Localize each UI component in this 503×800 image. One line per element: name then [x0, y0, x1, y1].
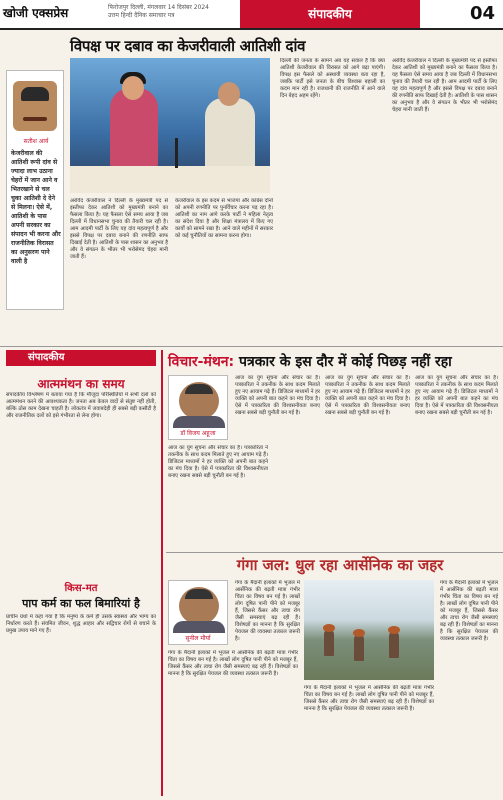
opinion-col-3-text: आज का युग सूचना और संचार का है। पत्रकारिता ने तकनीक के साथ कदम मिलाते हुए नए आयाम गढ़े हैं। डिजिटल माध्यमों ने हर व्यक्ति को अपनी बात कहने का मंच दिया है। ऐसे में पत्रकारिता की विश्वसनीयता बनाए रखना सबसे बड़ी चुनौती बन गई है।	[325, 375, 410, 416]
photo-figure	[389, 632, 399, 658]
feature-author-photo	[168, 580, 228, 645]
column-rule	[161, 350, 163, 796]
photo-person-left	[110, 88, 158, 168]
section-divider	[0, 346, 503, 347]
photo-head-right	[218, 82, 240, 106]
feature-col-2-text: गंगा के मैदानी इलाकों में भूजल में आर्सेनिक की बढ़ती मात्रा गंभीर चिंता का विषय बन गई है। लाखों लोग दूषित पानी पीने को मजबूर हैं, जिससे कैंसर और त्वचा रोग जैसी समस्याएं बढ़ रही हैं। विशेषज्ञों का मानना है कि सुरक्षित पेयजल की व्यवस्था तत्काल जरूरी है।	[235, 580, 300, 642]
water-pot-icon	[353, 629, 365, 637]
top-story-col-2	[175, 198, 273, 343]
opinion-col-1-text: आज का युग सूचना और संचार का है। पत्रकारिता ने तकनीक के साथ कदम मिलाते हुए नए आयाम गढ़े हैं। डिजिटल माध्यमों ने हर व्यक्ति को अपनी बात कहने का मंच दिया है। ऐसे में पत्रकारिता की विश्वसनीयता बनाए रखना सबसे बड़ी चुनौती बन गई है।	[168, 445, 268, 479]
top-story-photo	[70, 58, 270, 193]
opinion-headline	[168, 352, 498, 371]
feature-col-1	[168, 650, 298, 795]
author-face	[179, 382, 219, 420]
microphone-icon	[175, 138, 178, 168]
top-story-col-4-text: अरविंद केजरीवाल ने दिल्ली के मुख्यमंत्री पद से इस्तीफा देकर आतिशी को मुख्यमंत्री बनाने का फैसला किया है। यह फैसला ऐसे समय आया है जब दिल्ली में विधानसभा चुनाव की तैयारी चल रही है। आम आदमी पार्टी के लिए यह दांव महत्वपूर्ण है और इससे विपक्ष पर दबाव बनाने की रणनीति साफ दिखाई देती है। आतिशी के पास शासन का अनुभव है और वे संगठन के भीतर भी भरोसेमंद चेहरा मानी जाती हैं।	[392, 58, 497, 113]
box-title: पाप कर्म का फल बिमारियां है	[22, 597, 140, 610]
cartoon-quote: केजरीवाल की आतिशी रूपी दांव से ज्यादा लाभ उठाना चेहरों में जान आने व भितरखाने से चल चुका आतिशी दे देने से मिलना। ऐसे में, आतिशी के पास अपनी सरकार का संपादन भी करना और राजनीतिक विरासत का अनुसरण पाने वाली है	[11, 150, 61, 265]
editorial-body-text: संपादकीय विश्लेषण में बताया गया है कि मौजूदा परिस्थितियों में सभी दलों को आत्ममंथन करने की आवश्यकता है। जनता अब केवल वादों से संतुष्ट नहीं होती, बल्कि ठोस काम देखना चाहती है। लोकतंत्र में जवाबदेही ही सबसे बड़ी कसौटी है और राजनीतिक दलों को इसे गंभीरता से लेना होगा।	[6, 392, 156, 419]
feature-col-4-text: गंगा के मैदानी इलाकों में भूजल में आर्सेनिक की बढ़ती मात्रा गंभीर चिंता का विषय बन गई है। लाखों लोग दूषित पानी पीने को मजबूर हैं, जिससे कैंसर और त्वचा रोग जैसी समस्याएं बढ़ रही हैं। विशेषज्ञों का मानना है कि सुरक्षित पेयजल की व्यवस्था तत्काल जरूरी है।	[440, 580, 498, 642]
page-number: 04	[469, 3, 495, 24]
opinion-label: विचार-मंथन:	[168, 354, 235, 370]
photo-table	[70, 166, 270, 193]
top-story-col-4	[392, 58, 497, 343]
water-pot-icon	[388, 626, 400, 634]
dateline-text: फिरोजपुर दिल्ली, मंगलवार 14 दिसंबर 2024	[108, 4, 209, 11]
opinion-headline-text: पत्रकार के इस दौर में कोई पिछड़ नहीं रहा	[239, 354, 452, 370]
photo-figure	[354, 635, 364, 661]
box-body	[6, 614, 156, 794]
feature-author-name: सुनील मौर्या	[185, 635, 211, 642]
opinion-col-2	[235, 375, 320, 550]
feature-divider	[166, 552, 503, 553]
subline-text: उत्तम हिन्दी दैनिक समाचार पत्र	[108, 12, 175, 19]
feature-photo-river	[304, 580, 434, 680]
top-story-col-3	[280, 58, 385, 343]
feature-author-body	[173, 621, 225, 633]
water-pot-icon	[323, 624, 335, 632]
opinion-author-name: डॉ विजय अहूजा	[180, 430, 216, 437]
feature-headline: गंगा जल: धुल रहा आर्सेनिक का जहर	[236, 556, 444, 574]
photo-figure	[324, 630, 334, 656]
editorial-title: आत्ममंथन का समय	[37, 377, 125, 391]
top-story-col-3-text: दिल्ली की जनता के सामने अब यह सवाल है कि क्या आतिशी केजरीवाल की विरासत को आगे बढ़ा पाएंगी। विपक्ष इस फैसले को अस्थायी व्यवस्था बता रहा है, जबकि पार्टी इसे जनता के बीच विश्वास बहाली का कदम मान रही है। राजधानी की राजनीति में आने वाले दिन बेहद अहम रहेंगे।	[280, 58, 385, 99]
feature-col-2	[235, 580, 300, 648]
cartoonist-name: सतीश आर्य	[23, 138, 49, 145]
top-story-col-2-text: केजरीवाल के इस कदम से भाजपा और कांग्रेस दोनों को अपनी रणनीति पर पुनर्विचार करना पड़ रहा है। आतिशी का नाम आगे करके पार्टी ने महिला नेतृत्व का संदेश दिया है और शिक्षा मंत्रालय में किए गए कार्यों को सामने रखा है। आने वाले महीनों में सरकार को कई चुनौतियों का सामना करना होगा।	[175, 198, 273, 239]
feature-col-3-text: गंगा के मैदानी इलाकों में भूजल में आर्सेनिक की बढ़ती मात्रा गंभीर चिंता का विषय बन गई है। लाखों लोग दूषित पानी पीने को मजबूर हैं, जिससे कैंसर और त्वचा रोग जैसी समस्याएं बढ़ रही हैं। विशेषज्ञों का मानना है कि सुरक्षित पेयजल की व्यवस्था तत्काल जरूरी है।	[304, 685, 434, 712]
cartoon-panel	[6, 70, 64, 310]
feature-col-3	[304, 685, 434, 795]
top-story-col-1	[70, 198, 168, 343]
section-tab: संपादकीय	[240, 0, 420, 28]
cartoonist-portrait	[13, 81, 57, 131]
opinion-col-4	[415, 375, 498, 550]
feature-author-face	[179, 587, 219, 625]
author-body	[173, 416, 225, 428]
dateline	[108, 4, 228, 20]
newspaper-logo: खोजी एक्सप्रेस	[3, 6, 69, 20]
masthead	[0, 0, 503, 30]
top-story-headline: विपक्ष पर दबाव का केजरीवाली आतिशी दांव	[70, 37, 306, 55]
box-label: किस-मत	[64, 583, 98, 594]
opinion-col-3	[325, 375, 410, 550]
editorial-body	[6, 392, 156, 572]
editorial-section-bar: संपादकीय	[6, 350, 156, 366]
opinion-col-2-text: आज का युग सूचना और संचार का है। पत्रकारिता ने तकनीक के साथ कदम मिलाते हुए नए आयाम गढ़े हैं। डिजिटल माध्यमों ने हर व्यक्ति को अपनी बात कहने का मंच दिया है। ऐसे में पत्रकारिता की विश्वसनीयता बनाए रखना सबसे बड़ी चुनौती बन गई है।	[235, 375, 320, 416]
opinion-col-4-text: आज का युग सूचना और संचार का है। पत्रकारिता ने तकनीक के साथ कदम मिलाते हुए नए आयाम गढ़े हैं। डिजिटल माध्यमों ने हर व्यक्ति को अपनी बात कहने का मंच दिया है। ऐसे में पत्रकारिता की विश्वसनीयता बनाए रखना सबसे बड़ी चुनौती बन गई है।	[415, 375, 498, 416]
box-body-text: प्राचीन ग्रंथों में कहा गया है कि मनुष्य के कर्म ही उसके स्वास्थ्य और भाग्य का निर्धारण करते हैं। संयमित जीवन, शुद्ध आहार और सद्विचार रोगों से बचाने के प्रमुख उपाय माने गए हैं।	[6, 614, 156, 634]
photo-head-left	[122, 76, 144, 100]
feature-col-1-text: गंगा के मैदानी इलाकों में भूजल में आर्सेनिक की बढ़ती मात्रा गंभीर चिंता का विषय बन गई है। लाखों लोग दूषित पानी पीने को मजबूर हैं, जिससे कैंसर और त्वचा रोग जैसी समस्याएं बढ़ रही हैं। विशेषज्ञों का मानना है कि सुरक्षित पेयजल की व्यवस्था तत्काल जरूरी है।	[168, 650, 298, 677]
top-story-col-1-text: अरविंद केजरीवाल ने दिल्ली के मुख्यमंत्री पद से इस्तीफा देकर आतिशी को मुख्यमंत्री बनाने का फैसला किया है। यह फैसला ऐसे समय आया है जब दिल्ली में विधानसभा चुनाव की तैयारी चल रही है। आम आदमी पार्टी के लिए यह दांव महत्वपूर्ण है और इससे विपक्ष पर दबाव बनाने की रणनीति साफ दिखाई देती है। आतिशी के पास शासन का अनुभव है और वे संगठन के भीतर भी भरोसेमंद चेहरा मानी जाती हैं।	[70, 198, 168, 260]
feature-col-4	[440, 580, 498, 795]
opinion-author-photo	[168, 375, 228, 440]
